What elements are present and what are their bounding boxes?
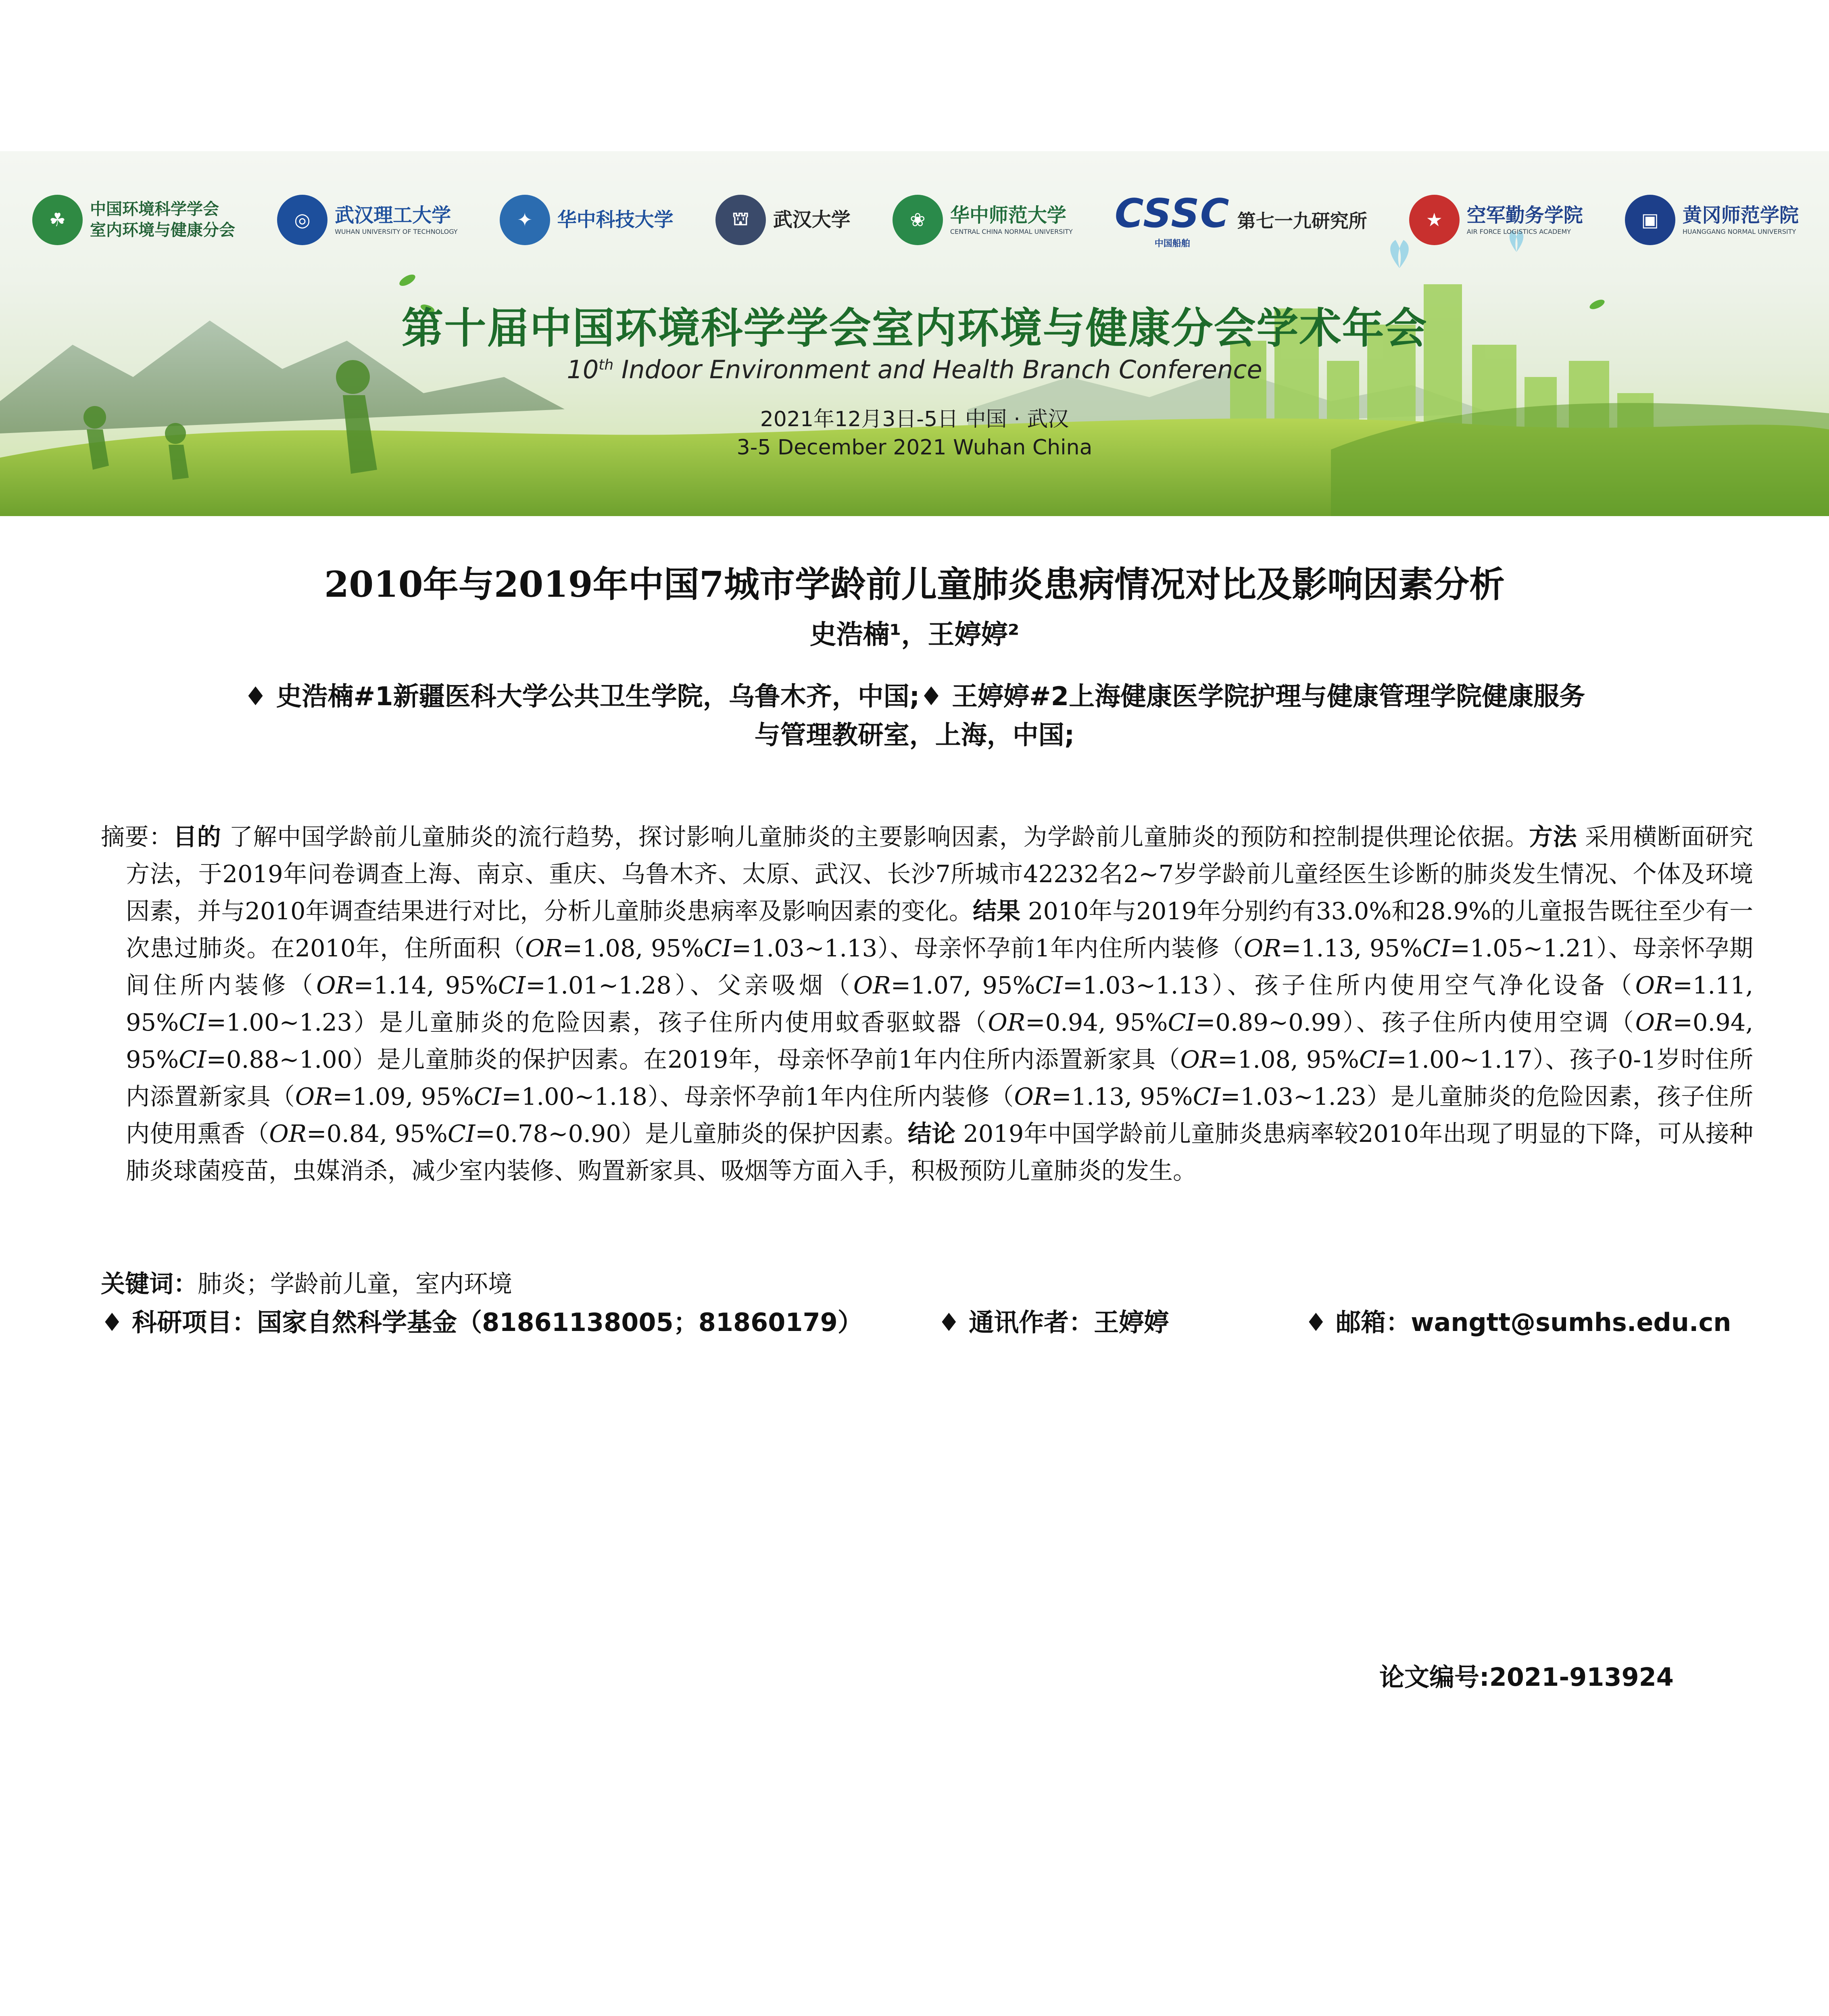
corresponding-author: ♦ 通讯作者：王婷婷 <box>938 1308 1169 1337</box>
logo-whut-sub: WUHAN UNIVERSITY OF TECHNOLOGY <box>335 228 458 235</box>
ci-marker: CI <box>473 1083 502 1110</box>
result-segment: =0.94, 95% <box>126 1008 1753 1073</box>
keywords-label: 关键词： <box>101 1270 198 1298</box>
result-segment: =1.00~1.23）是儿童肺炎的危险因素，孩子住所内使用蚊香驱蚊器（ <box>206 1008 988 1036</box>
logo-cssc-719 <box>1115 191 1367 249</box>
logo-afla-sub: AIR FORCE LOGISTICS ACADEMY <box>1466 228 1571 235</box>
ci-marker: CI <box>179 1008 206 1036</box>
or-marker: OR <box>988 1008 1026 1036</box>
method-text: 采用横断面研究方法，于2019年问卷调查上海、南京、重庆、乌鲁木齐、太原、武汉、长沙7所城市42232名2~7岁学龄前儿童经医生诊断的肺炎发生情况、个体及环境因素，并与2010年调查结果进行对比，分析儿童肺炎患病率及影响因素的变化。 <box>126 823 1753 925</box>
hgnu-emblem-icon: ▣ <box>1625 195 1675 245</box>
author-list: 史浩楠¹，王婷婷² <box>809 619 1020 650</box>
method-label: 方法 <box>1529 823 1577 851</box>
result-segment: =1.14, 95% <box>353 971 498 999</box>
logo-whu <box>715 195 851 245</box>
result-segment: =1.08, 95% <box>562 934 704 962</box>
conference-title: 第十届中国环境科学学会室内环境与健康分会学术年会 <box>401 304 1428 353</box>
logo-hgnu-name: 黄冈师范学院 <box>1682 204 1799 227</box>
logo-whut-name: 武汉理工大学 <box>335 204 451 227</box>
ci-marker: CI <box>1168 1008 1195 1036</box>
result-segment: =1.09, 95% <box>332 1083 474 1110</box>
conference-date-cn: 2021年12月3日-5日 中国 · 武汉 <box>760 407 1069 431</box>
logo-ccnu <box>893 195 1073 245</box>
ci-marker: CI <box>1422 934 1450 962</box>
hust-emblem-icon: ✦ <box>500 195 550 245</box>
result-segment: 2010年与2019年分别约有33.0%和28.9%的儿童报告既往至少有一次患过肺炎。在2010年，住所面积（ <box>126 897 1753 962</box>
or-marker: OR <box>853 971 891 999</box>
or-marker: OR <box>1635 971 1673 999</box>
conclusion-text: 2019年中国学龄前儿童肺炎患病率较2010年出现了明显的下降，可从接种肺炎球菌疫苗，虫媒消杀，减少室内装修、购置新家具、吸烟等方面入手，积极预防儿童肺炎的发生。 <box>126 1120 1753 1185</box>
or-marker: OR <box>295 1083 333 1110</box>
result-label: 结果 <box>972 897 1021 925</box>
logo-whut <box>277 195 457 245</box>
result-segment: =0.88~1.00）是儿童肺炎的保护因素。在2019年，母亲怀孕前1年内住所内添置新家具（ <box>206 1045 1180 1073</box>
result-text <box>126 897 1753 1148</box>
result-segment: =1.03~1.13）、母亲怀孕前1年内住所内装修（ <box>731 934 1244 962</box>
result-segment: =1.08, 95% <box>1218 1045 1359 1073</box>
csee-emblem-icon: ☘ <box>32 195 83 245</box>
logo-ccnu-sub: CENTRAL CHINA NORMAL UNIVERSITY <box>950 228 1073 235</box>
contact-email: ♦ 邮箱：wangtt@sumhs.edu.cn <box>1305 1308 1731 1337</box>
funding-info: ♦ 科研项目：国家自然科学基金（81861138005；81860179） <box>101 1308 863 1337</box>
result-segment: =1.05~1.21）、母亲怀孕期间住所内装修（ <box>126 934 1753 999</box>
sponsor-logo-row <box>32 185 1799 254</box>
logo-csee-branch <box>32 195 235 245</box>
paper-title: 2010年与2019年中国7城市学龄前儿童肺炎患病情况对比及影响因素分析 <box>324 563 1505 605</box>
conference-subtitle <box>0 355 1829 384</box>
ci-marker: CI <box>498 971 526 999</box>
keywords <box>101 1266 1728 1302</box>
result-segment: =1.03~1.23）是儿童肺炎的危险因素，孩子住所内使用熏香（ <box>126 1083 1753 1148</box>
abstract <box>101 818 1753 1189</box>
ci-marker: CI <box>1193 1083 1221 1110</box>
or-marker: OR <box>525 934 563 962</box>
affiliation-line-2: 与管理教研室，上海，中国; <box>754 721 1075 750</box>
logo-csee-line2: 室内环境与健康分会 <box>90 221 235 240</box>
or-marker: OR <box>269 1120 307 1148</box>
air-force-emblem-icon: ★ <box>1409 195 1460 245</box>
or-marker: OR <box>1243 934 1281 962</box>
logo-csee-line1: 中国环境科学学会 <box>90 200 219 219</box>
result-segment: =0.78~0.90）是儿童肺炎的保护因素。 <box>475 1120 908 1148</box>
conference-banner <box>0 151 1829 516</box>
or-marker: OR <box>1635 1008 1673 1036</box>
aim-label: 目的 <box>173 823 221 851</box>
affiliations <box>105 677 1724 755</box>
or-marker: OR <box>316 971 354 999</box>
ccnu-emblem-icon: ❀ <box>893 195 943 245</box>
subtitle-number: 10 <box>567 355 599 384</box>
logo-hust <box>500 195 674 245</box>
conference-date <box>0 405 1829 462</box>
or-marker: OR <box>1014 1083 1052 1110</box>
affiliation-line-1: ♦ 史浩楠#1新疆医科大学公共卫生学院，乌鲁木齐，中国;♦ 王婷婷#2上海健康医学院护理与健康管理学院健康服务 <box>244 682 1585 712</box>
cssc-brand-sub: 中国船舶 <box>1154 238 1190 249</box>
ci-marker: CI <box>447 1120 475 1148</box>
result-segment: =0.94, 95% <box>1025 1008 1168 1036</box>
ci-marker: CI <box>704 934 732 962</box>
whu-emblem-icon: ⛫ <box>715 195 766 245</box>
logo-ccnu-name: 华中师范大学 <box>950 204 1066 227</box>
ci-marker: CI <box>1035 971 1063 999</box>
result-segment: =1.03~1.13）、孩子住所内使用空气净化设备（ <box>1063 971 1635 999</box>
subtitle-ordinal: th <box>599 356 614 373</box>
result-segment: =1.00~1.17）、孩子0-1岁时住所内添置新家具（ <box>126 1045 1754 1110</box>
subtitle-text: Indoor Environment and Health Branch Conference <box>613 355 1262 384</box>
result-segment: =0.89~0.99）、孩子住所内使用空调（ <box>1195 1008 1635 1036</box>
conference-date-en: 3-5 December 2021 Wuhan China <box>736 435 1093 460</box>
result-segment: =1.11, 95% <box>126 971 1753 1036</box>
logo-hust-name: 华中科技大学 <box>557 208 674 231</box>
paper-number: 论文编号:2021-913924 <box>1379 1662 1674 1692</box>
result-segment: =0.84, 95% <box>307 1120 448 1148</box>
result-segment: =1.01~1.28）、父亲吸烟（ <box>526 971 853 999</box>
logo-hgnu-sub: HUANGGANG NORMAL UNIVERSITY <box>1682 228 1796 235</box>
ci-marker: CI <box>179 1045 206 1073</box>
result-segment: =1.13, 95% <box>1281 934 1422 962</box>
logo-cssc-name: 第七一九研究所 <box>1237 210 1367 232</box>
result-segment: =1.07, 95% <box>891 971 1035 999</box>
conclusion-label: 结论 <box>907 1120 956 1148</box>
keywords-text: 肺炎；学龄前儿童，室内环境 <box>198 1270 512 1298</box>
result-segment: =1.00~1.18）、母亲怀孕前1年内住所内装修（ <box>501 1083 1014 1110</box>
whut-emblem-icon: ◎ <box>277 195 327 245</box>
footnote-row <box>101 1302 1731 1343</box>
logo-air-force-logistics <box>1409 195 1583 245</box>
ci-marker: CI <box>1359 1045 1387 1073</box>
abstract-label: 摘要： <box>101 823 173 851</box>
or-marker: OR <box>1180 1045 1218 1073</box>
logo-hgnu <box>1625 195 1799 245</box>
cssc-brand-logo: CSSC <box>1114 190 1230 237</box>
aim-text: 了解中国学龄前儿童肺炎的流行趋势，探讨影响儿童肺炎的主要影响因素，为学龄前儿童肺炎的预防和控制提供理论依据。 <box>221 823 1529 851</box>
logo-afla-name: 空军勤务学院 <box>1466 204 1583 227</box>
result-segment: =1.13, 95% <box>1051 1083 1193 1110</box>
logo-whu-name: 武汉大学 <box>773 208 851 231</box>
